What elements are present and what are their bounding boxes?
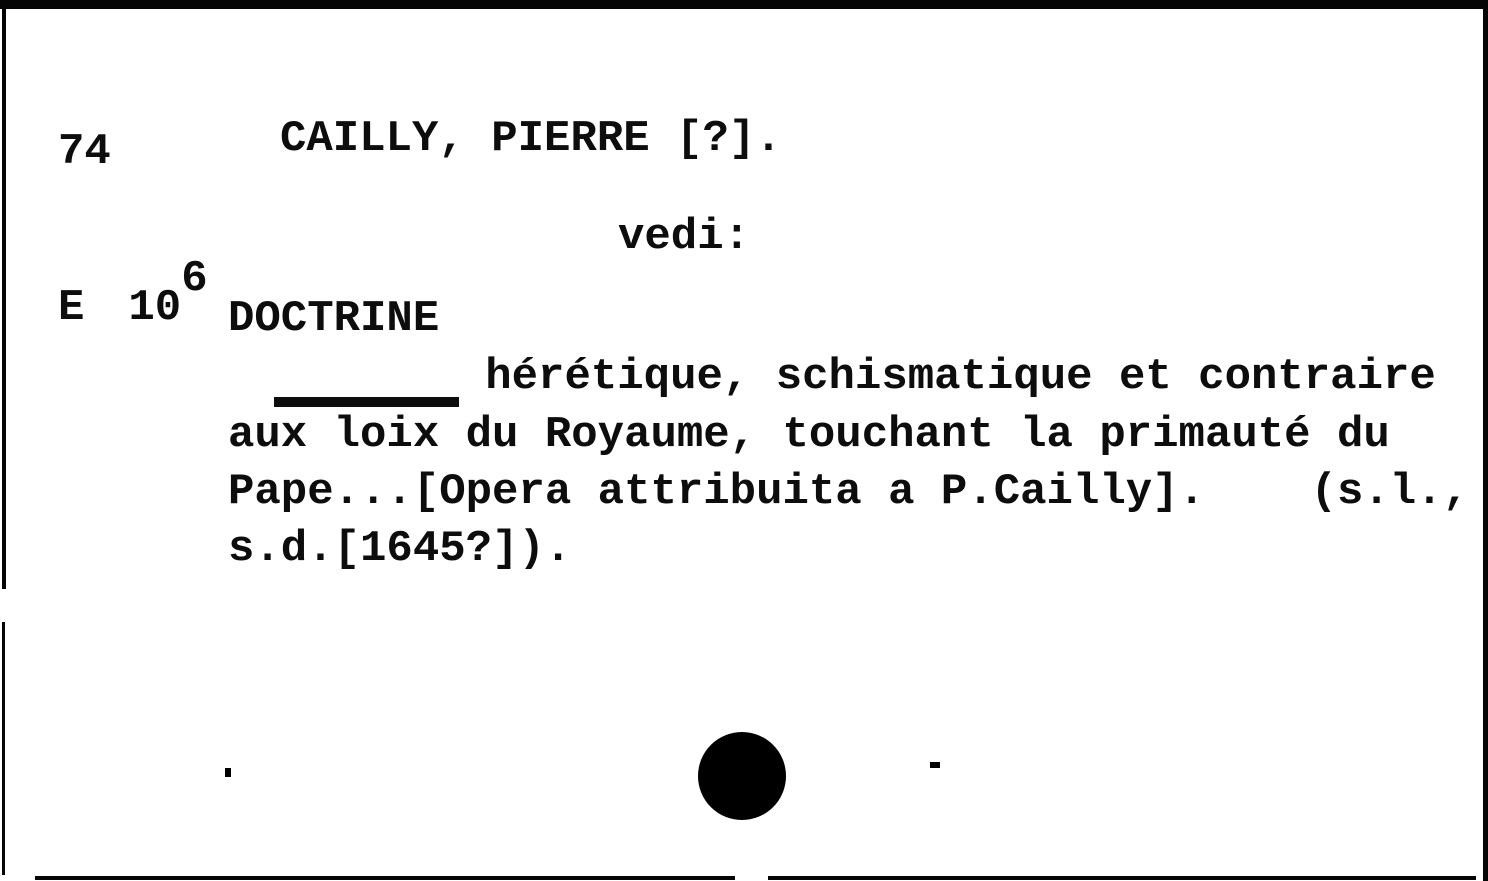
title-blank-line	[274, 377, 459, 407]
ink-speck	[930, 762, 940, 768]
call-number-prefix: E	[58, 283, 85, 333]
punch-hole	[698, 732, 786, 820]
heading-author: CAILLY, PIERRE [?].	[280, 114, 782, 164]
ink-speck	[225, 768, 231, 777]
title-line-1-text: hérétique, schismatique et contraire	[458, 352, 1436, 402]
call-number-base: 10	[128, 283, 182, 333]
call-number-exponent: 6	[181, 254, 208, 304]
scan-edge-left	[2, 9, 6, 589]
scan-edge-bottom	[768, 876, 1476, 880]
scan-edge-bottom	[35, 876, 735, 880]
title-line-3: Pape...[Opera attribuita a P.Cailly]. (s.l.,	[228, 467, 1470, 517]
scan-edge-top	[0, 0, 1488, 9]
call-number-shelf	[58, 254, 208, 334]
scan-edge-left	[2, 622, 5, 875]
call-number-top: 74	[58, 127, 111, 177]
title-line-1	[228, 349, 1469, 407]
title-line-2: aux loix du Royaume, touchant la primauté du	[228, 410, 1390, 460]
call-number	[58, 22, 208, 438]
title-line-4: s.d.[1645?]).	[228, 524, 572, 574]
reference-label: vedi:	[618, 212, 751, 262]
title-paragraph	[228, 349, 1469, 578]
scan-edge-right	[1483, 0, 1488, 881]
see-entry-heading: DOCTRINE	[228, 294, 440, 344]
